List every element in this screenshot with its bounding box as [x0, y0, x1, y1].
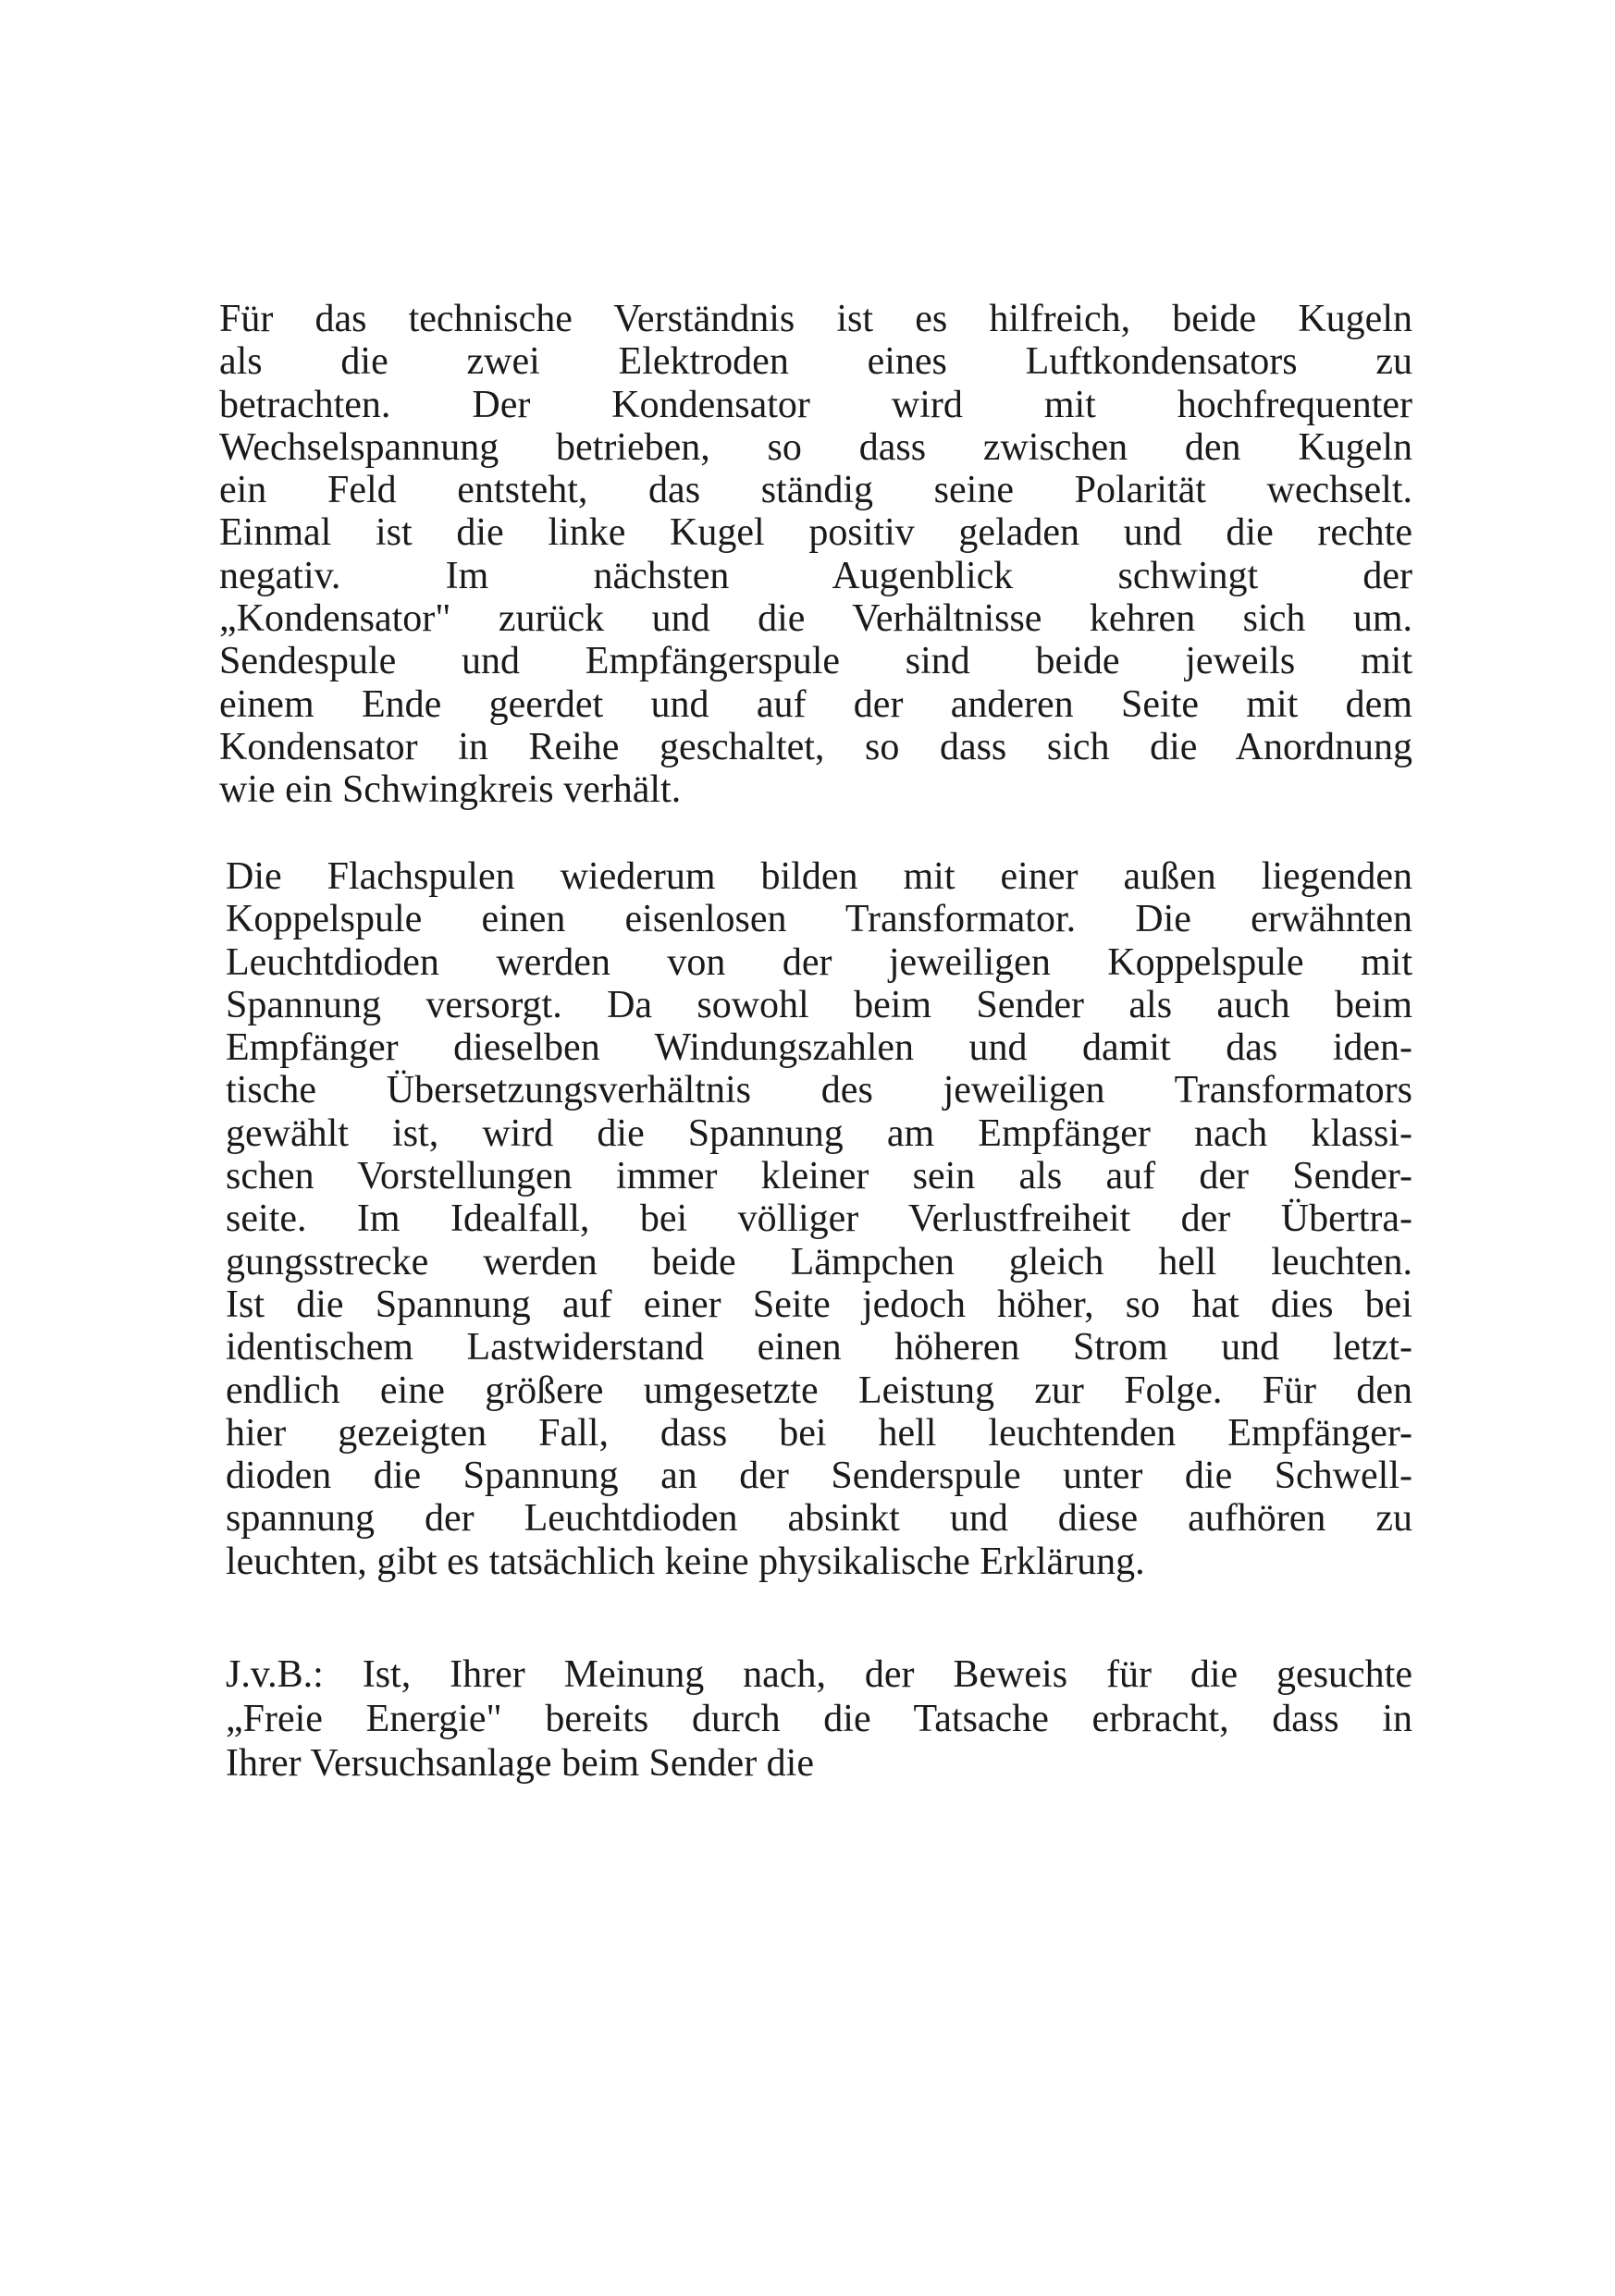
text-line: Ist die Spannung auf einer Seite jedoch höher, so hat dies bei: [226, 1283, 1412, 1326]
text-line: schen Vorstellungen immer kleiner sein als auf der Sender-: [226, 1155, 1412, 1198]
paragraph-capacitor-explanation: [219, 298, 1412, 812]
text-line: Einmal ist die linke Kugel positiv geladen und die rechte: [219, 511, 1412, 555]
text-line: seite. Im Idealfall, bei völliger Verlustfreiheit der Übertra-: [226, 1197, 1412, 1241]
text-line: endlich eine größere umgesetzte Leistung zur Folge. Für den: [226, 1369, 1412, 1412]
text-line: gewählt ist, wird die Spannung am Empfänger nach klassi-: [226, 1111, 1412, 1155]
text-line: ein Feld entsteht, das ständig seine Polarität wechselt.: [219, 469, 1412, 512]
text-line: „Freie Energie" bereits durch die Tatsache erbracht, dass in: [226, 1698, 1412, 1740]
text-line: hier gezeigten Fall, dass bei hell leuchtenden Empfänger-: [226, 1411, 1412, 1455]
text-line: betrachten. Der Kondensator wird mit hochfrequenter: [219, 383, 1412, 426]
text-line: Die Flachspulen wiederum bilden mit einer außen liegenden: [226, 855, 1412, 898]
text-line: wie ein Schwingkreis verhält.: [219, 768, 682, 812]
text-line: Sendespule und Empfängerspule sind beide jeweils mit: [219, 640, 1412, 683]
paragraph-interview-question: [226, 1652, 1412, 1786]
text-line: J.v.B.: Ist, Ihrer Meinung nach, der Beweis für die gesuchte: [226, 1653, 1412, 1696]
text-line: negativ. Im nächsten Augenblick schwingt der: [219, 554, 1412, 597]
text-line: Kondensator in Reihe geschaltet, so dass sich die Anordnung: [219, 725, 1412, 768]
text-line: leuchten, gibt es tatsächlich keine physikalische Erklärung.: [226, 1540, 1145, 1583]
text-line: Spannung versorgt. Da sowohl beim Sender als auch beim: [226, 983, 1412, 1026]
text-line: Empfänger dieselben Windungszahlen und damit das iden-: [226, 1026, 1412, 1070]
text-line: Für das technische Verständnis ist es hilfreich, beide Kugeln: [219, 298, 1412, 340]
paragraph-transformer-explanation: [226, 855, 1412, 1583]
text-line: „Kondensator" zurück und die Verhältnisse kehren sich um.: [219, 597, 1412, 641]
text-line: Ihrer Versuchsanlage beim Sender die: [226, 1742, 814, 1785]
text-line: einem Ende geerdet und auf der anderen Seite mit dem: [219, 682, 1412, 726]
text-line: als die zwei Elektroden eines Luftkondensators zu: [219, 340, 1412, 384]
text-line: Wechselspannung betrieben, so dass zwischen den Kugeln: [219, 425, 1412, 469]
text-line: Leuchtdioden werden von der jeweiligen Koppelspule mit: [226, 940, 1412, 984]
text-line: spannung der Leuchtdioden absinkt und diese aufhören zu: [226, 1497, 1412, 1541]
text-line: identischem Lastwiderstand einen höheren Strom und letzt-: [226, 1326, 1412, 1369]
text-line: dioden die Spannung an der Senderspule unter die Schwell-: [226, 1455, 1412, 1498]
text-line: gungsstrecke werden beide Lämpchen gleich hell leuchten.: [226, 1240, 1412, 1283]
text-line: tische Übersetzungsverhältnis des jeweiligen Transformators: [226, 1069, 1412, 1112]
text-line: Koppelspule einen eisenlosen Transformator. Die erwähnten: [226, 898, 1412, 941]
